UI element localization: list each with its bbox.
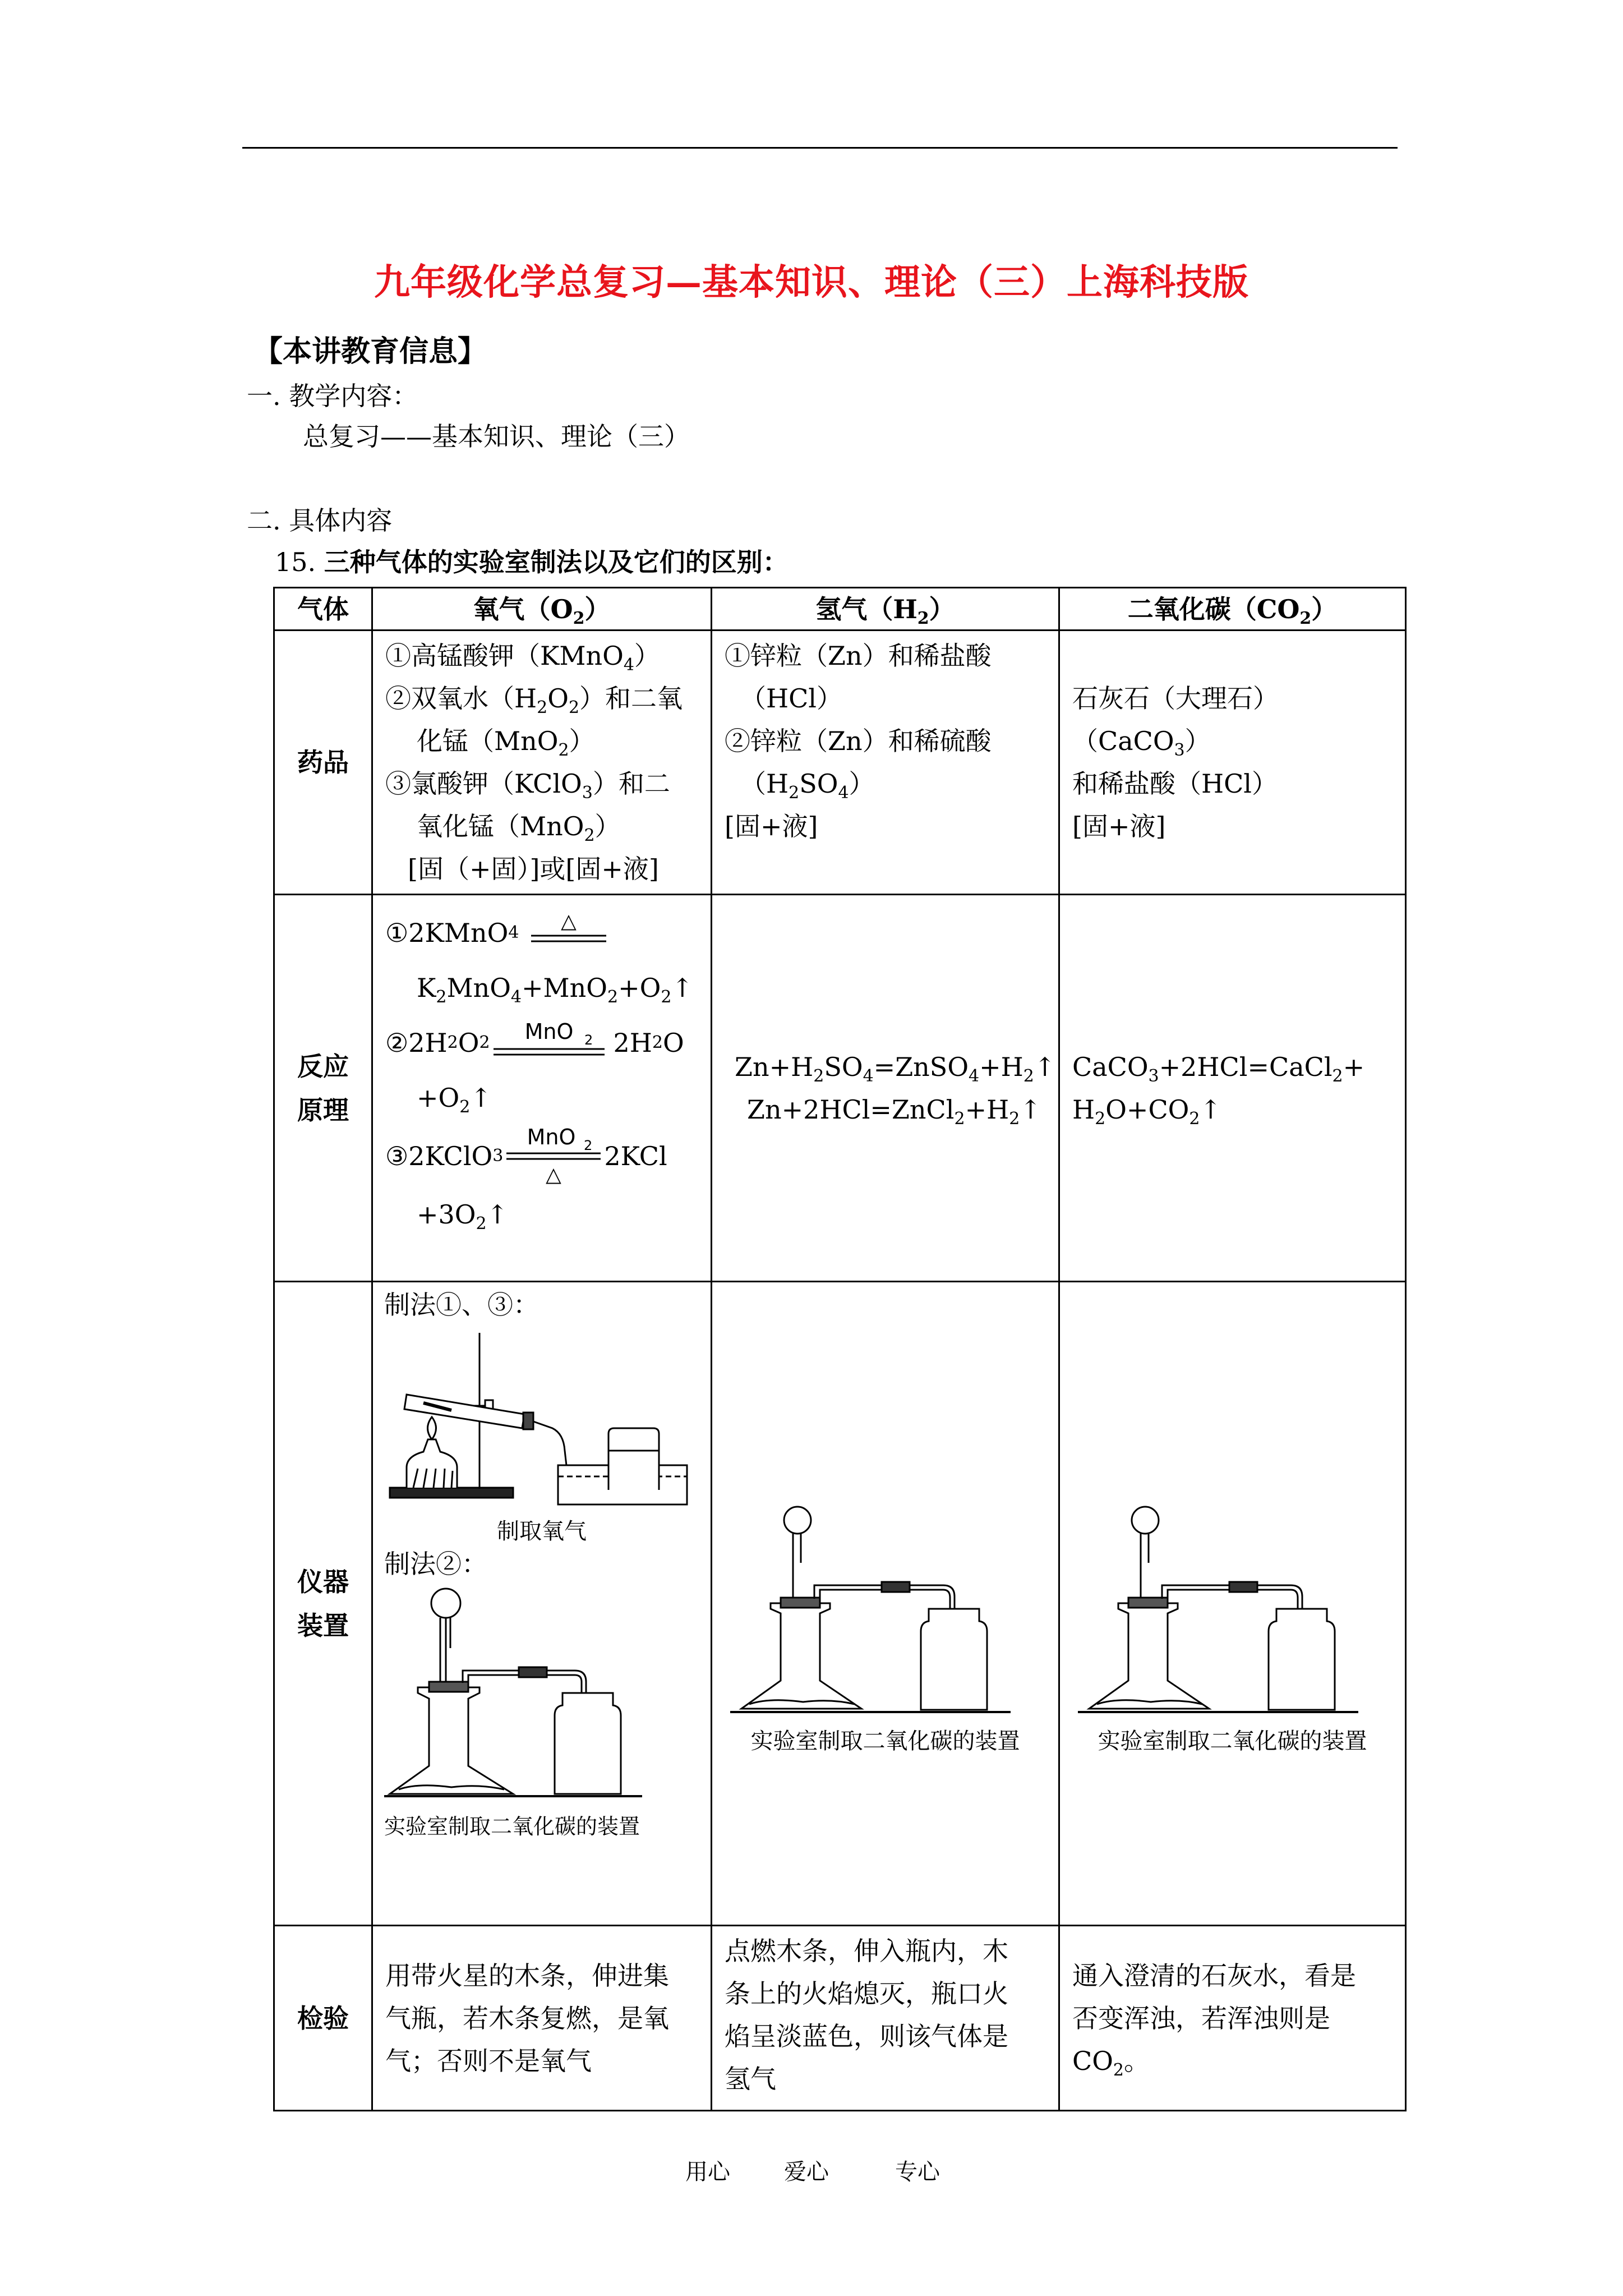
method-2-label: 制法②： [384, 1549, 487, 1579]
co2-apparatus-cell [1059, 1282, 1406, 1926]
header-rule [242, 147, 1398, 149]
apparatus-row [274, 1282, 1406, 1926]
item-heading [275, 542, 789, 579]
row-label-principle: 反应 原理 [274, 895, 372, 1282]
method-13-label: 制法①、③： [384, 1290, 539, 1320]
heating-apparatus-figure [384, 1322, 698, 1512]
section-heading: 【本讲教育信息】 [253, 334, 487, 369]
h2-apparatus-cell [712, 1282, 1059, 1926]
svg-text:MnO: MnO [527, 1125, 576, 1149]
heat-condition-icon [527, 908, 611, 958]
o2-apparatus-cell [372, 1282, 712, 1926]
header-gas: 气体 [274, 588, 372, 631]
svg-text:MnO: MnO [524, 1019, 573, 1044]
svg-text:△: △ [561, 910, 577, 933]
row-label-apparatus: 仪器 装置 [274, 1282, 372, 1926]
co2-flask-apparatus-figure [1078, 1501, 1370, 1726]
item-number: 15. [275, 547, 316, 577]
h2-flask-apparatus-figure [730, 1501, 1022, 1726]
footer-item-3: 专心 [895, 2159, 940, 2185]
footer-item-1: 用心 [685, 2159, 730, 2185]
co2-reagents-cell: 石灰石（大理石）（CaCO$_3$） 和稀盐酸（HCl） [固+液] [1059, 631, 1406, 895]
footer-item-2: 爱心 [784, 2159, 829, 2185]
h2-reagents-cell: ①锌粒（Zn）和稀盐酸 （HCl） ②锌粒（Zn）和稀硫酸 $(H_2SO_4)$ [固+液] [712, 631, 1059, 895]
gas-comparison-table [273, 587, 1407, 2111]
table-header-row [274, 588, 1406, 631]
header-h2: 氢气$(H_2)$ [712, 588, 1059, 631]
principle-row [274, 895, 1406, 1282]
test-row [274, 1926, 1406, 2111]
co2-principle-cell: CaCO$_3$+2HCl=CaCl$_2$+ $H_2O+CO_2↑$ [1059, 895, 1406, 1282]
flask-apparatus-figure [384, 1581, 698, 1811]
header-o2: 氧气$(O_2)$ [372, 588, 712, 631]
item-title: 三种气体的实验室制法以及它们的区别： [324, 547, 789, 577]
teaching-content-value: 总复习——基本知识、理论（三） [303, 421, 690, 452]
page-title: 九年级化学总复习—基本知识、理论（三）上海科技版 [374, 261, 1249, 303]
o2-test-cell: 用带火星的木条，伸进集 气瓶，若木条复燃，是氧 气；否则不是氧气 [372, 1926, 712, 2111]
row-label-test: 检验 [274, 1926, 372, 2111]
h2-principle-cell: $Zn+H_2SO_4=ZnSO_4+H_2↑$ $Zn+2HCl=ZnCl_2+H_2↑$ [712, 895, 1059, 1282]
caption-co2-3: 实验室制取二氧化碳的装置 [1098, 1728, 1367, 1754]
h2-test-cell: 点燃木条，伸入瓶内，木 条上的火焰熄灭，瓶口火 焰呈淡蓝色，则该气体是 氢气 [712, 1926, 1059, 2111]
reagents-row [274, 631, 1406, 895]
o2-principle-cell: ①2KMnO 4 △ $K_2MnO_4+MnO_2+O_2↑$ ②2H 2 O 2 MnO 2 2H 2 O $+O_2↑$ ③2KClO 3 MnO 2 △ 2KCl $+3O_2↑$ [372, 895, 712, 1282]
header-co2: 二氧化碳$(CO_2)$ [1059, 588, 1406, 631]
caption-co2-1: 实验室制取二氧化碳的装置 [384, 1814, 640, 1839]
caption-co2-2: 实验室制取二氧化碳的装置 [750, 1728, 1020, 1754]
svg-text:2: 2 [584, 1032, 593, 1048]
svg-text:△: △ [546, 1163, 562, 1186]
catalyst-condition-icon [490, 1018, 608, 1068]
caption-oxygen: 制取氧气 [497, 1519, 587, 1544]
teaching-content-label: 一. 教学内容： [247, 381, 418, 411]
o2-reagents-cell: ①高锰酸钾（KMnO$_4$） ②双氧水$(H_2O_2)$和二氧 化锰（MnO$_2$） ③氯酸钾（KClO$_3$）和二 氧化锰（MnO$_2$） [固（+固）]或[固+液] [372, 631, 712, 895]
svg-text:2: 2 [584, 1138, 593, 1153]
specific-content-label: 二. 具体内容 [247, 505, 393, 536]
co2-test-cell: 通入澄清的石灰水，看是 否变浑浊，若浑浊则是 $CO_2$。 [1059, 1926, 1406, 2111]
row-label-reagents: 药品 [274, 631, 372, 895]
catalyst-heat-condition-icon [503, 1125, 604, 1187]
